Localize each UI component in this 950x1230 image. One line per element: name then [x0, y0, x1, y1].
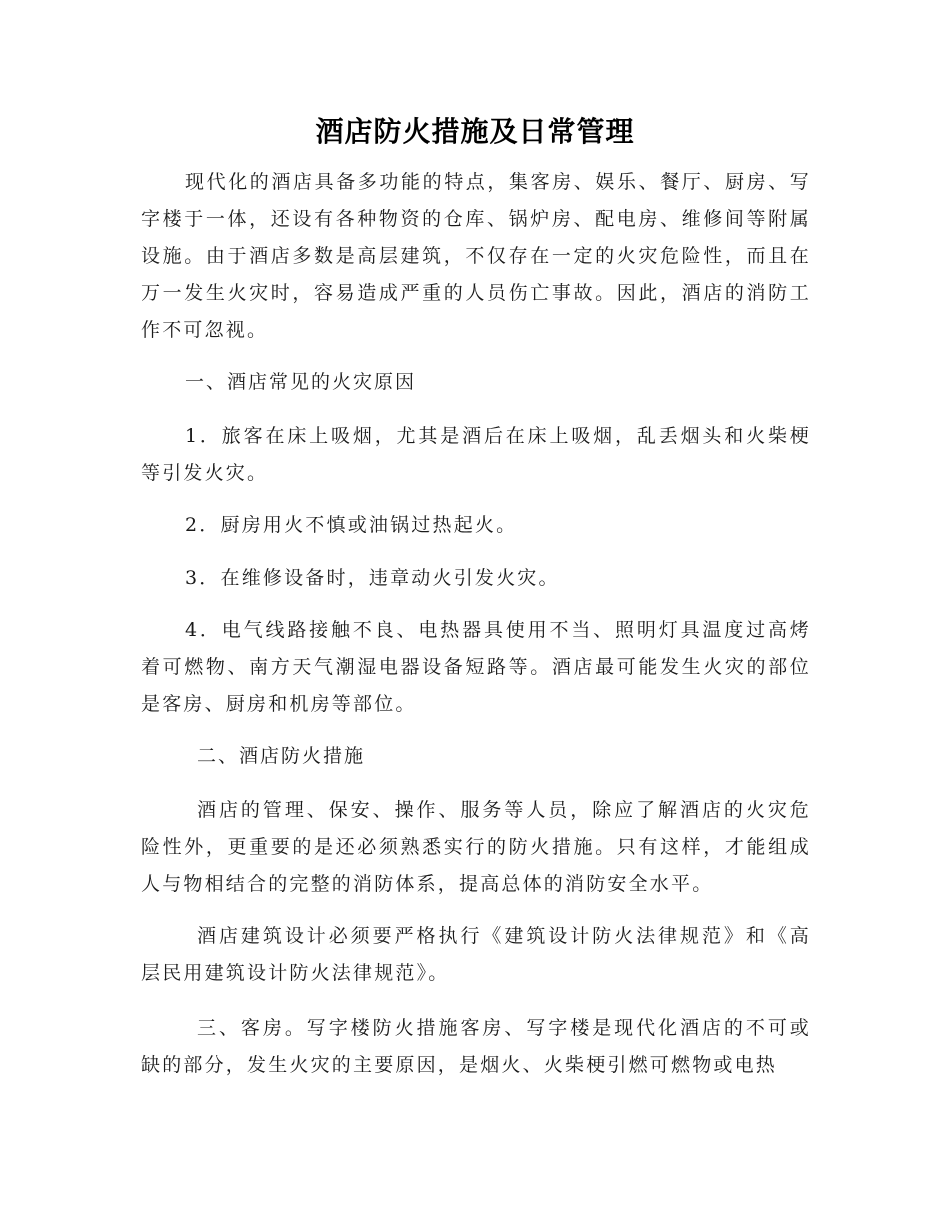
- document-title: 酒店防火措施及日常管理: [315, 115, 635, 148]
- measures-paragraph-2: 酒店建筑设计必须要严格执行《建筑设计防火法律规范》和《高层民用建筑设计防火法律规范》。: [141, 925, 811, 984]
- guestroom-paragraph: 三、客房。写字楼防火措施客房、写字楼是现代化酒店的不可或缺的部分，发生火灾的主要原因，是烟火、火柴梗引燃可燃物或电热: [141, 1017, 811, 1076]
- section-heading-causes: 一、酒店常见的火灾原因: [185, 371, 417, 393]
- intro-paragraph: 现代化的酒店具备多功能的特点，集客房、娱乐、餐厅、厨房、写字楼于一体，还设有各种物资的仓库、锅炉房、配电房、维修间等附属设施。由于酒店多数是高层建筑，不仅存在一定的火灾危险性，而且在万一发生火灾时，容易造成严重的人员伤亡事故。因此，酒店的消防工作不可忽视。: [141, 171, 811, 341]
- cause-item-2: 2．厨房用火不慎或油锅过热起火。: [185, 514, 518, 536]
- cause-item-3: 3．在维修设备时，违章动火引发火灾。: [185, 567, 560, 589]
- measures-paragraph-1: 酒店的管理、保安、操作、服务等人员，除应了解酒店的火灾危险性外，更重要的是还必须熟悉实行的防火措施。只有这样，才能组成人与物相结合的完整的消防体系，提高总体的消防安全水平。: [141, 799, 811, 895]
- section-heading-measures: 二、酒店防火措施: [197, 745, 366, 767]
- cause-item-4: 4．电气线路接触不良、电热器具使用不当、照明灯具温度过高烤着可燃物、南方天气潮湿电器设备短路等。酒店最可能发生火灾的部位是客房、厨房和机房等部位。: [141, 619, 811, 715]
- cause-item-1: 1．旅客在床上吸烟，尤其是酒后在床上吸烟，乱丢烟头和火柴梗等引发火灾。: [141, 425, 811, 484]
